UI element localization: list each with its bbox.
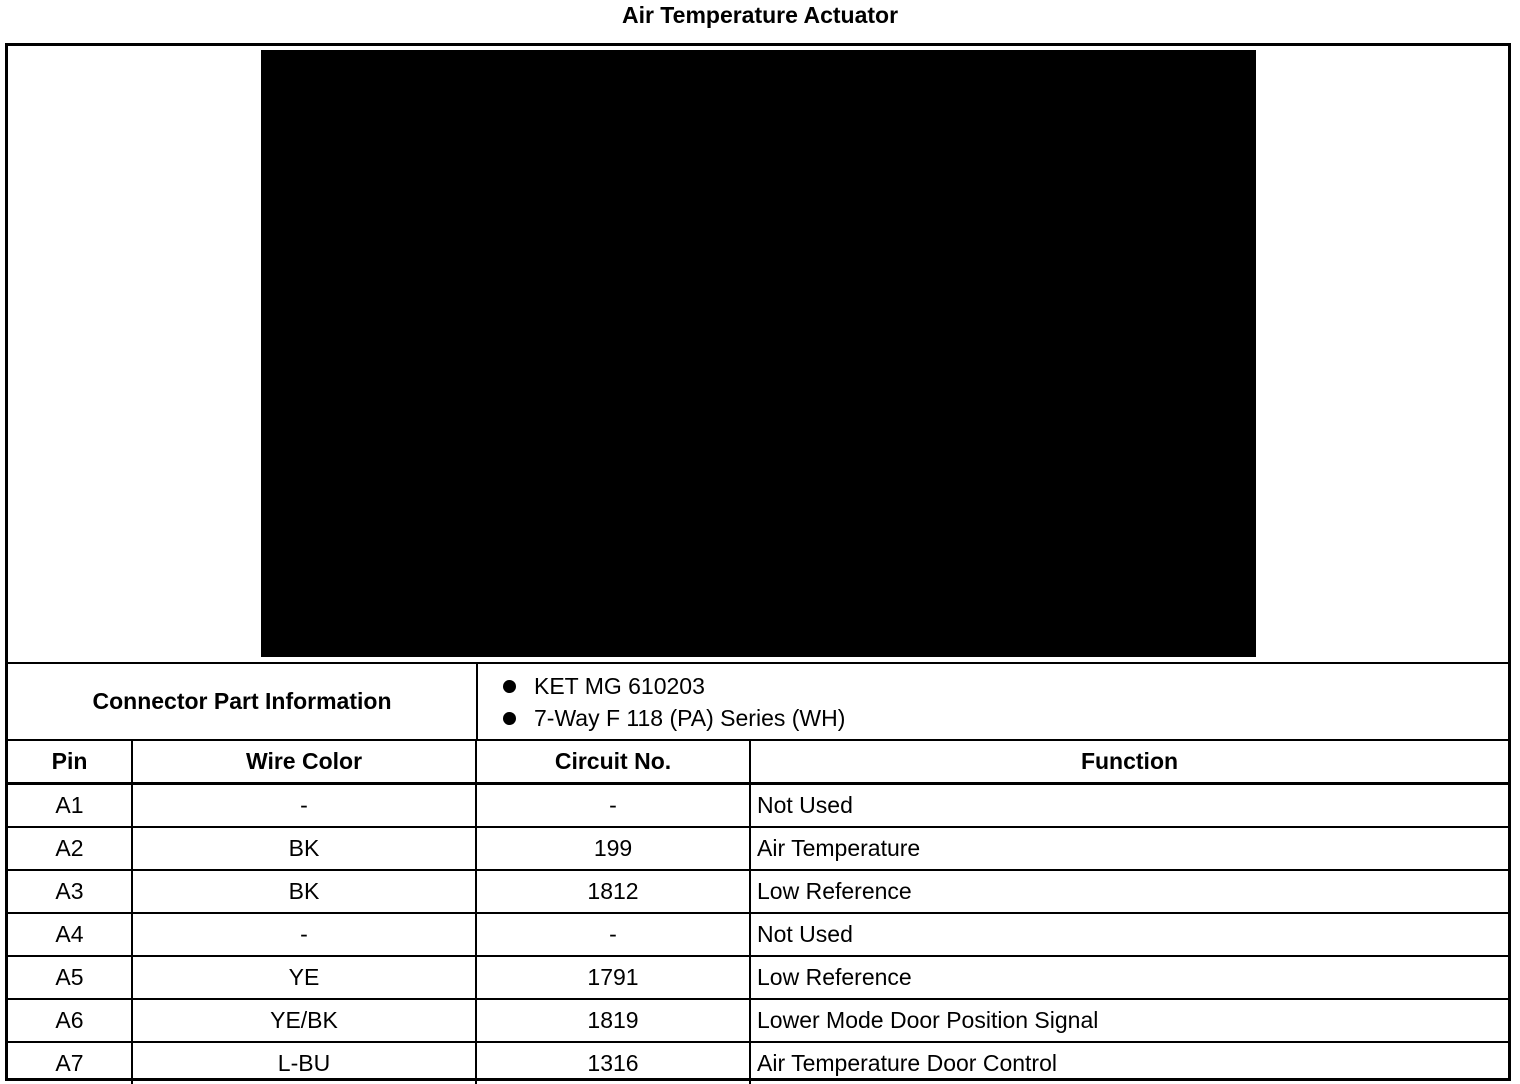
wire-color-cell: YE/BK: [132, 999, 476, 1042]
circuit-cell: -: [476, 784, 750, 828]
pinout-table: [8, 741, 1508, 1084]
function-cell: Air Temperature: [750, 827, 1508, 870]
header-wire-color: Wire Color: [132, 741, 476, 784]
connector-part-info-label: Connector Part Information: [8, 664, 478, 739]
wire-color-cell: -: [132, 913, 476, 956]
table-row: [8, 784, 1508, 828]
pin-cell: A4: [8, 913, 132, 956]
wire-color-cell: L-BU: [132, 1042, 476, 1084]
function-cell: Air Temperature Door Control: [757, 1050, 1057, 1076]
table-row: [8, 1042, 1508, 1084]
connector-series: 7-Way F 118 (PA) Series (WH): [534, 705, 846, 731]
table-row: [8, 913, 1508, 956]
header-pin: Pin: [8, 741, 132, 784]
function-cell: Lower Mode Door Position Signal: [750, 999, 1508, 1042]
wire-color-cell: BK: [132, 870, 476, 913]
connector-image: [261, 50, 1256, 657]
wire-color-cell: -: [132, 784, 476, 828]
connector-image-area: [8, 46, 1508, 664]
table-row: [8, 870, 1508, 913]
connector-part-info-row: [8, 664, 1508, 741]
connector-part-info-list: [478, 664, 1508, 739]
wire-color-cell: BK: [132, 827, 476, 870]
page-title: Air Temperature Actuator: [621, 2, 899, 28]
function-cell: Low Reference: [750, 956, 1508, 999]
circuit-cell: 199: [476, 827, 750, 870]
wire-color-cell: YE: [132, 956, 476, 999]
pin-cell: A5: [8, 956, 132, 999]
header-circuit-no: Circuit No.: [476, 741, 750, 784]
circuit-cell: 1819: [476, 999, 750, 1042]
circuit-cell: 1316: [476, 1042, 750, 1084]
pin-cell: A7: [8, 1042, 132, 1084]
bullet-icon: [503, 712, 516, 725]
circuit-cell: -: [476, 913, 750, 956]
pin-cell: A2: [8, 827, 132, 870]
pin-cell: A3: [8, 870, 132, 913]
circuit-cell: 1791: [476, 956, 750, 999]
table-row: [8, 999, 1508, 1042]
connector-document: [5, 43, 1511, 1081]
header-function: Function: [750, 741, 1508, 784]
circuit-cell: 1812: [476, 870, 750, 913]
connector-part-info-item: [478, 670, 1508, 702]
table-row: [8, 956, 1508, 999]
table-row: [8, 827, 1508, 870]
function-cell: Not Used: [750, 784, 1508, 828]
function-cell: Not Used: [750, 913, 1508, 956]
bullet-icon: [503, 680, 516, 693]
pinout-header-row: [8, 741, 1508, 784]
connector-part-info-item: [478, 702, 1508, 734]
pin-cell: A1: [8, 784, 132, 828]
connector-part-number: KET MG 610203: [534, 673, 705, 699]
function-cell: Low Reference: [750, 870, 1508, 913]
pin-cell: A6: [8, 999, 132, 1042]
